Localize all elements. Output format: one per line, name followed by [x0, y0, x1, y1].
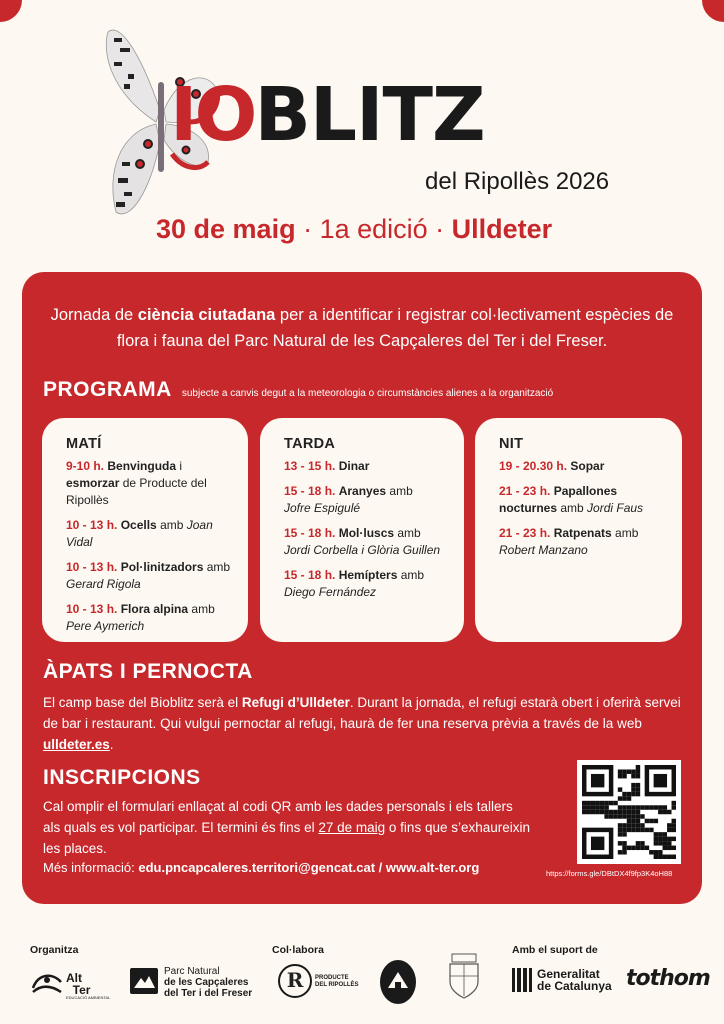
separator: ·: [295, 214, 320, 244]
item-person: Jofre Espigulé: [284, 501, 361, 515]
schedule-item: [284, 525, 452, 559]
inscripcions-p1: Cal omplir el formulari enllaçat al codi QR amb les dades personals i els tallers als quals es vol participar. El termini és fins el: [43, 799, 513, 835]
more-info: [43, 860, 479, 875]
schedule-item: [284, 567, 452, 601]
intro-bold: ciència ciutadana: [137, 306, 276, 324]
item-connector: i: [176, 459, 183, 473]
item-person: Jordi Corbella i Glòria Guillen: [284, 543, 441, 557]
inscripcions-p2: o fins que s’exhaureixin les places.: [43, 820, 531, 856]
apats-p3: .: [109, 737, 114, 752]
generalitat-logo-icon: [512, 968, 532, 992]
parc-natural-line2: de les Capçaleres: [164, 977, 249, 988]
item-person: Diego Fernández: [284, 585, 377, 599]
apats-p2: . Durant la jornada, el refugi estarà obert i oferirà servei de bar i restaurant. Qui vulgui pernoctar al refugi, haurà de fer una reserva prèvia a través de la web: [43, 695, 681, 731]
item-time: 15 - 18 h.: [284, 568, 336, 582]
item-activity: Ratpenats: [553, 526, 612, 540]
apats-p1: El camp base del Bioblitz serà el: [43, 695, 242, 710]
schedule-item: [284, 483, 452, 517]
item-connector: amb: [394, 526, 421, 540]
item-connector: amb: [203, 560, 231, 574]
producte-line2: DEL RIPOLLÈS: [315, 982, 359, 988]
programa-title: PROGRAMA: [43, 378, 172, 401]
intro-text: [42, 302, 682, 354]
item-time: 15 - 18 h.: [284, 484, 336, 498]
item-activity: Hemípters: [338, 568, 398, 582]
schedule-item: [66, 559, 236, 593]
alt-ter-logo-icon: [30, 968, 64, 998]
collabora-label: Col·labora: [272, 944, 324, 956]
item-person: Gerard Rigola: [66, 577, 141, 591]
schedule-card-nit: [475, 418, 682, 642]
item-connector: amb: [156, 518, 187, 532]
more-info-label: Més informació:: [43, 860, 139, 875]
item-connector: amb: [557, 501, 588, 515]
event-title: [170, 72, 485, 158]
item-connector: amb: [611, 526, 639, 540]
item-time: 10 - 13 h.: [66, 518, 118, 532]
corner-decoration-right: [702, 0, 724, 22]
item-person: Jordi Faus: [587, 501, 644, 515]
producte-logo-icon: R: [278, 964, 312, 998]
schedule-item: [499, 525, 670, 559]
alt-ter-logo-text: [66, 972, 90, 996]
item-activity: Benvinguda: [107, 459, 177, 473]
item-time: 10 - 13 h.: [66, 602, 118, 616]
item-activity: Sopar: [570, 459, 605, 473]
event-date: 30 de maig: [156, 214, 296, 244]
tothom-logo: tothom: [626, 966, 710, 991]
item-activity: Flora alpina: [120, 602, 189, 616]
item-connector: amb: [386, 484, 413, 498]
apats-title: ÀPATS I PERNOCTA: [43, 660, 253, 683]
suport-label: Amb el suport de: [512, 944, 598, 956]
website-link[interactable]: www.alt-ter.org: [385, 860, 480, 875]
producte-logo-text: [315, 975, 359, 989]
corner-decoration-left: [0, 0, 22, 22]
schedule-item: [66, 517, 236, 551]
item-activity: Papallones nocturnes: [499, 484, 618, 515]
ulldeter-link[interactable]: ulldeter.es: [43, 737, 110, 752]
item-time: 9-10 h.: [66, 459, 105, 473]
card-title: TARDA: [284, 436, 336, 452]
schedule-item: [66, 458, 236, 509]
event-edition: 1a edició: [319, 214, 428, 244]
schedule-card-mati: [42, 418, 248, 642]
item-time: 21 - 23 h.: [499, 484, 551, 498]
alt-ter-2: Ter: [72, 983, 91, 997]
item-connector: amb: [397, 568, 425, 582]
separator: ·: [427, 214, 452, 244]
programa-note: subjecte a canvis degut a la meteorologia o circumstàncies alienes a la organització: [181, 388, 554, 399]
item-time: 19 - 20.30 h.: [499, 459, 568, 473]
item-time: 15 - 18 h.: [284, 526, 336, 540]
alt-ter-1: Alt: [66, 971, 82, 985]
event-date-line: [156, 214, 552, 245]
item-activity: esmorzar: [66, 476, 120, 490]
item-detail: de Producte del Ripollès: [66, 476, 207, 507]
schedule-item: [499, 458, 670, 475]
item-time: 13 - 15 h.: [284, 459, 336, 473]
deadline-date: 27 de maig: [318, 820, 386, 835]
refugi-name: Refugi d’Ulldeter: [241, 695, 350, 710]
parc-natural-line3: del Ter i del Freser: [164, 988, 253, 999]
qr-code[interactable]: [577, 760, 681, 864]
schedule-item: [66, 601, 236, 635]
title-accent: IO: [170, 72, 255, 158]
qr-url[interactable]: https://forms.gle/DBtDX4f9fp3K4oH88: [546, 869, 673, 878]
item-connector: amb: [188, 602, 215, 616]
inscripcions-text: [43, 796, 533, 859]
apats-text: [43, 692, 683, 755]
card-title: MATÍ: [66, 436, 102, 452]
title-main: BLITZ: [254, 72, 485, 158]
parc-natural-logo-text: [164, 966, 252, 999]
parc-natural-line1: Parc Natural: [164, 966, 220, 977]
item-person: Pere Aymerich: [66, 619, 145, 633]
event-location: Ulldeter: [451, 214, 553, 244]
schedule-item: [499, 483, 670, 517]
contact-email[interactable]: edu.pncapcaleres.territori@gencat.cat: [138, 860, 376, 875]
card-title: NIT: [499, 436, 524, 452]
item-activity: Dinar: [338, 459, 370, 473]
item-time: 10 - 13 h.: [66, 560, 118, 574]
producte-line1: PRODUCTE: [315, 975, 349, 981]
schedule-card-tarda: [260, 418, 464, 642]
schedule-item: [284, 458, 452, 475]
item-activity: Aranyes: [338, 484, 387, 498]
intro-post: per a identificar i registrar col·lectivament espècies de flora i fauna del Parc Natural de les Capçaleres del Ter i del Freser.: [116, 306, 674, 350]
item-person: Robert Manzano: [499, 543, 588, 557]
alt-ter-sub: EDUCACIÓ AMBIENTAL: [66, 995, 111, 1000]
event-subtitle: del Ripollès 2026: [425, 168, 610, 195]
separator: /: [375, 860, 386, 875]
organitza-label: Organitza: [30, 944, 79, 956]
item-person: Joan Vidal: [66, 518, 213, 549]
item-activity: Mol·luscs: [338, 526, 395, 540]
generalitat-logo-text: [537, 968, 612, 992]
inscripcions-title: INSCRIPCIONS: [43, 766, 201, 789]
intro-pre: Jornada de: [50, 306, 138, 324]
content-panel: [22, 272, 702, 904]
generalitat-line1: Generalitat: [537, 967, 600, 981]
parc-natural-logo-icon: [130, 968, 158, 994]
programa-header: [43, 378, 553, 402]
item-activity: Pol·linitzadors: [120, 560, 204, 574]
item-time: 21 - 23 h.: [499, 526, 551, 540]
coat-of-arms-icon: [446, 952, 482, 1000]
refugi-logo-icon: [378, 958, 418, 1006]
item-activity: Ocells: [120, 518, 157, 532]
generalitat-line2: de Catalunya: [537, 979, 612, 993]
qr-code-image: [582, 765, 676, 859]
